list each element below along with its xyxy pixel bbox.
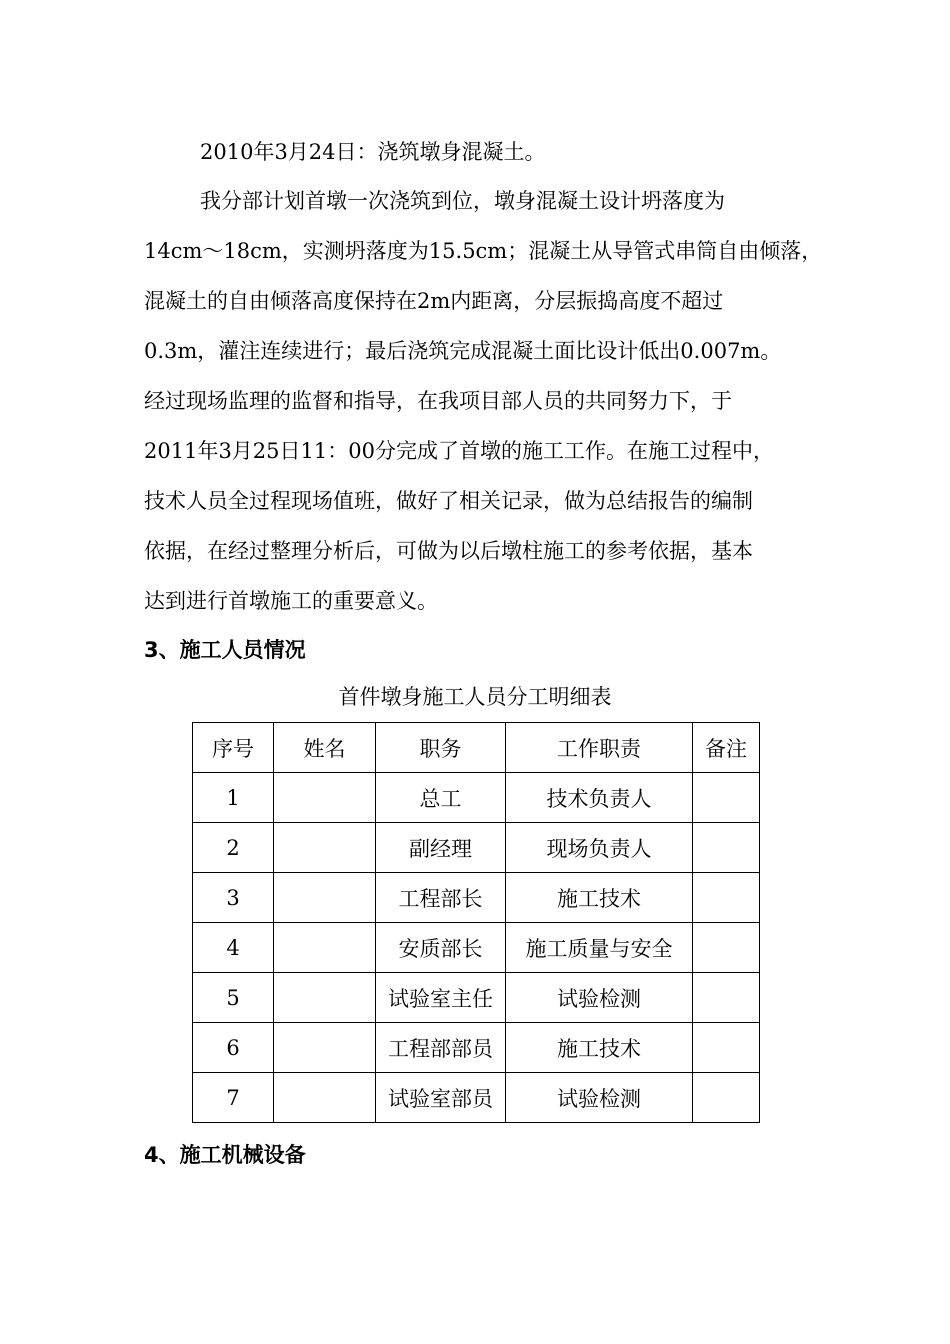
table-cell: 2: [193, 823, 274, 873]
table-cell: 试验检测: [506, 973, 693, 1023]
table-cell: 技术负责人: [506, 773, 693, 823]
table-cell: 试验室部员: [376, 1073, 506, 1123]
body-line: 技术人员全过程现场值班，做好了相关记录，做为总结报告的编制: [144, 489, 753, 513]
table-cell: 7: [193, 1073, 274, 1123]
header-cell: 职务: [376, 723, 506, 773]
table-cell: [693, 973, 760, 1023]
table-cell: [693, 923, 760, 973]
table-cell: 5: [193, 973, 274, 1023]
body-line: 依据，在经过整理分析后，可做为以后墩柱施工的参考依据，基本: [144, 539, 753, 563]
table-cell: 施工质量与安全: [506, 923, 693, 973]
table-cell: [274, 773, 376, 823]
table-cell: 施工技术: [506, 873, 693, 923]
table-caption: 首件墩身施工人员分工明细表: [338, 685, 612, 709]
body-line: 混凝土的自由倾落高度保持在2m内距离，分层振捣高度不超过: [144, 289, 724, 313]
table-cell: 1: [193, 773, 274, 823]
table-cell: [274, 1023, 376, 1073]
header-cell: 姓名: [274, 723, 376, 773]
table-cell: [274, 873, 376, 923]
table-cell: 试验室主任: [376, 973, 506, 1023]
table-row: [193, 773, 760, 823]
table-cell: 工程部部员: [376, 1023, 506, 1073]
table-cell: [274, 823, 376, 873]
body-line: 14cm～18cm，实测坍落度为15.5cm；混凝土从导管式串筒自由倾落，: [144, 239, 823, 263]
body-line: 0.3m，灌注连续进行；最后浇筑完成混凝土面比设计低出0.007m。: [144, 339, 782, 363]
section-4-heading: 4、施工机械设备: [144, 1143, 306, 1167]
header-cell: 序号: [193, 723, 274, 773]
table-row: [193, 923, 760, 973]
table-cell: [693, 823, 760, 873]
header-cell: 工作职责: [506, 723, 693, 773]
table-cell: 工程部长: [376, 873, 506, 923]
table-cell: [693, 773, 760, 823]
table-cell: [274, 923, 376, 973]
table-cell: 3: [193, 873, 274, 923]
table-row: [193, 973, 760, 1023]
table-cell: 副经理: [376, 823, 506, 873]
table-header-row: [193, 723, 760, 773]
table-cell: 6: [193, 1023, 274, 1073]
table-cell: 总工: [376, 773, 506, 823]
table-cell: 安质部长: [376, 923, 506, 973]
header-cell: 备注: [693, 723, 760, 773]
table-row: [193, 1023, 760, 1073]
table-cell: [693, 1023, 760, 1073]
table-cell: [693, 873, 760, 923]
staff-table: [192, 722, 760, 1123]
table-cell: 4: [193, 923, 274, 973]
table-cell: [274, 973, 376, 1023]
table-cell: [274, 1073, 376, 1123]
body-line: 2011年3月25日11：00分完成了首墩的施工工作。在施工过程中，: [144, 439, 774, 463]
body-line: 我分部计划首墩一次浇筑到位，墩身混凝土设计坍落度为: [200, 189, 725, 213]
body-line: 经过现场监理的监督和指导，在我项目部人员的共同努力下，于: [144, 389, 732, 413]
table-row: [193, 873, 760, 923]
table-cell: 施工技术: [506, 1023, 693, 1073]
section-3-heading: 3、施工人员情况: [144, 638, 306, 662]
body-line: 达到进行首墩施工的重要意义。: [144, 589, 438, 613]
paragraph-date: 2010年3月24日：浇筑墩身混凝土。: [200, 140, 546, 164]
table-cell: [693, 1073, 760, 1123]
table-row: [193, 1073, 760, 1123]
table-row: [193, 823, 760, 873]
table-cell: 试验检测: [506, 1073, 693, 1123]
table-cell: 现场负责人: [506, 823, 693, 873]
